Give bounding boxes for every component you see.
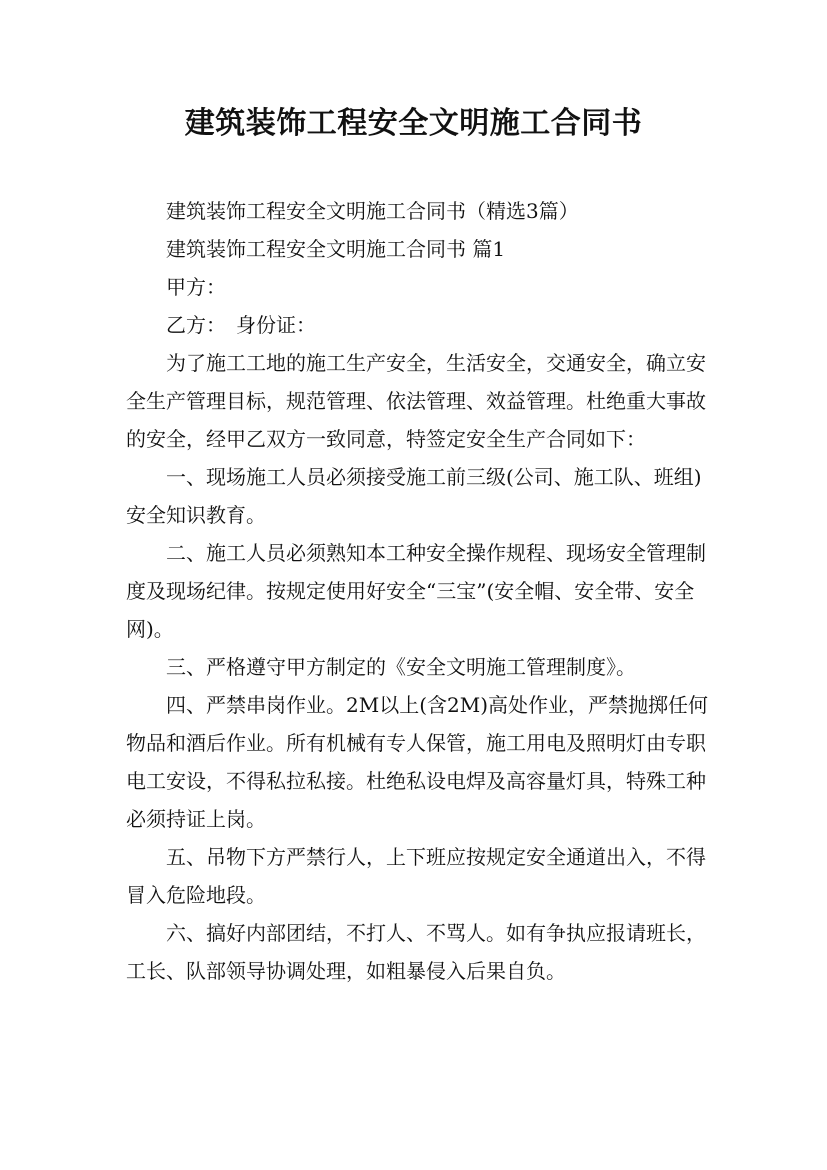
- paragraph-section-heading: 建筑装饰工程安全文明施工合同书 篇1: [166, 237, 506, 261]
- paragraph-clause-6: 六、搞好内部团结，不打人、不骂人。如有争执应报请班长，工长、队部领导协调处理，如粗暴侵入后果自负。: [126, 921, 706, 983]
- paragraph-intro: 为了施工工地的施工生产安全，生活安全，交通安全，确立安全生产管理目标，规范管理、依法管理、效益管理。杜绝重大事故的安全，经甲乙双方一致同意，特签定安全生产合同如下：: [126, 351, 706, 451]
- paragraph-clause-3: 三、严格遵守甲方制定的《安全文明施工管理制度》。: [166, 655, 636, 679]
- paragraph-clause-2: 二、施工人员必须熟知本工种安全操作规程、现场安全管理制度及现场纪律。按规定使用好安全“三宝”(安全帽、安全带、安全网)。: [126, 541, 706, 641]
- document-title: 建筑装饰工程安全文明施工合同书: [184, 106, 643, 141]
- paragraph-subtitle: 建筑装饰工程安全文明施工合同书（精选3篇）: [166, 199, 579, 223]
- paragraph-party-b: 乙方： 身份证：: [166, 313, 316, 337]
- paragraph-clause-1: 一、现场施工人员必须接受施工前三级(公司、施工队、班组)安全知识教育。: [126, 465, 702, 527]
- paragraph-clause-5: 五、吊物下方严禁行人，上下班应按规定安全通道出入，不得冒入危险地段。: [126, 845, 706, 907]
- paragraph-party-a: 甲方：: [166, 275, 226, 299]
- paragraph-clause-4: 四、严禁串岗作业。2M以上(含2M)高处作业，严禁抛掷任何物品和酒后作业。所有机械有专人保管，施工用电及照明灯由专职电工安设，不得私拉私接。杜绝私设电焊及高容量灯具，特殊工种必须持证上岗。: [126, 693, 709, 831]
- document-body: [126, 192, 716, 990]
